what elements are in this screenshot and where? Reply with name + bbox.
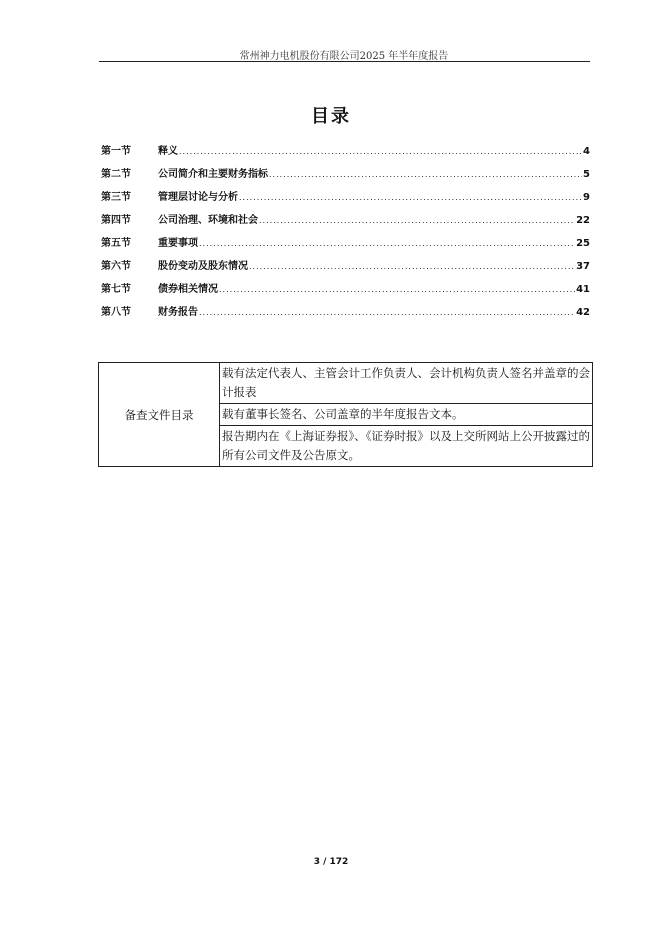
toc-dot-leader xyxy=(219,285,575,294)
toc-page-number: 25 xyxy=(576,238,590,249)
toc-dot-leader xyxy=(239,193,582,202)
toc-dot-leader xyxy=(249,262,575,271)
toc-entry[interactable] xyxy=(101,276,590,299)
page-number-footer: 3 / 172 xyxy=(313,857,349,867)
reference-document-item: 报告期内在《上海证券报》、《证券时报》以及上交所网站上公开披露过的所有公司文件及公告原文。 xyxy=(220,426,593,467)
reference-documents-label: 备查文件目录 xyxy=(99,363,220,467)
toc-title: 目录 xyxy=(311,106,351,127)
toc-section-number: 第四节 xyxy=(101,215,131,226)
toc-section-number: 第二节 xyxy=(101,169,131,180)
toc-section-name: 管理层讨论与分析 xyxy=(158,192,238,203)
toc-section-number: 第八节 xyxy=(101,307,131,318)
toc-section-name: 释义 xyxy=(158,146,178,157)
toc-section-name: 重要事项 xyxy=(158,238,198,249)
reference-document-item: 载有法定代表人、主管会计工作负责人、会计机构负责人签名并盖章的会计报表 xyxy=(220,363,593,404)
toc-section-name: 公司治理、环境和社会 xyxy=(158,215,258,226)
toc-section-number: 第一节 xyxy=(101,146,131,157)
page-header: 常州神力电机股份有限公司2025 年半年度报告 xyxy=(239,51,449,62)
toc-entry[interactable] xyxy=(101,230,590,253)
toc-entry[interactable] xyxy=(101,161,590,184)
toc-page-number: 42 xyxy=(576,307,590,318)
toc-section-name: 公司简介和主要财务指标 xyxy=(158,169,268,180)
toc-page-number: 5 xyxy=(583,169,590,180)
toc-entry[interactable] xyxy=(101,207,590,230)
toc-page-number: 4 xyxy=(583,146,590,157)
toc-section-number: 第五节 xyxy=(101,238,131,249)
reference-documents-table xyxy=(98,362,593,467)
toc-section-name: 债券相关情况 xyxy=(158,284,218,295)
toc-entry[interactable] xyxy=(101,299,590,322)
toc-dot-leader xyxy=(269,170,582,179)
toc-section-name: 财务报告 xyxy=(158,307,198,318)
header-divider xyxy=(99,61,590,62)
toc-page-number: 9 xyxy=(583,192,590,203)
toc-section-number: 第六节 xyxy=(101,261,131,272)
toc-dot-leader xyxy=(199,239,575,248)
toc-dot-leader xyxy=(179,147,582,156)
toc-entry[interactable] xyxy=(101,138,590,161)
toc-entry[interactable] xyxy=(101,253,590,276)
toc-dot-leader xyxy=(259,216,575,225)
toc-page-number: 22 xyxy=(576,215,590,226)
toc-page-number: 37 xyxy=(576,261,590,272)
reference-document-item: 载有董事长签名、公司盖章的半年度报告文本。 xyxy=(220,404,593,426)
toc-dot-leader xyxy=(199,308,575,317)
toc-entry[interactable] xyxy=(101,184,590,207)
toc-page-number: 41 xyxy=(576,284,590,295)
table-of-contents xyxy=(101,138,590,322)
toc-section-number: 第三节 xyxy=(101,192,131,203)
toc-section-name: 股份变动及股东情况 xyxy=(158,261,248,272)
toc-section-number: 第七节 xyxy=(101,284,131,295)
